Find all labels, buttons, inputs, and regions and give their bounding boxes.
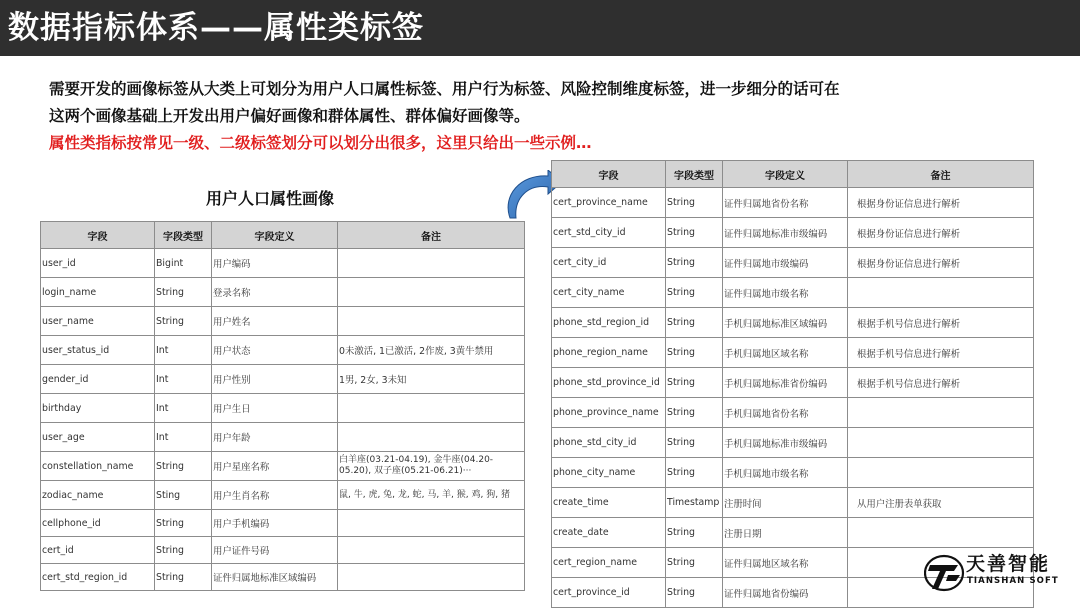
cell-type: String: [155, 510, 212, 537]
company-logo: [924, 553, 1066, 595]
cell-definition: 注册日期: [723, 518, 848, 548]
cell-field: phone_std_province_id: [552, 368, 666, 398]
cell-definition: 手机归属地省份名称: [723, 398, 848, 428]
cell-definition: 用户星座名称: [212, 452, 338, 481]
title-bar: [0, 0, 1080, 56]
table-row: [41, 307, 525, 336]
table-row: [552, 338, 1034, 368]
intro-text: [49, 76, 1049, 157]
cell-field: user_name: [41, 307, 155, 336]
table-header-row: [552, 161, 1034, 188]
cell-field: create_date: [552, 518, 666, 548]
table-row: [552, 218, 1034, 248]
cell-field: phone_std_city_id: [552, 428, 666, 458]
cell-type: String: [666, 278, 723, 308]
cell-type: String: [666, 248, 723, 278]
cell-field: phone_std_region_id: [552, 308, 666, 338]
table-row: [41, 365, 525, 394]
logo-name-en: TIANSHAN SOFT: [967, 576, 1059, 586]
cell-definition: 手机归属地市级名称: [723, 458, 848, 488]
cell-note: 1男, 2女, 3未知: [338, 365, 525, 394]
cell-definition: 证件归属地标准区域编码: [212, 564, 338, 591]
cell-note: 根据手机号信息进行解析: [848, 338, 1034, 368]
cell-field: login_name: [41, 278, 155, 307]
cell-type: String: [155, 537, 212, 564]
header-field: 字段: [41, 222, 155, 249]
cell-field: user_id: [41, 249, 155, 278]
cell-note: 根据手机号信息进行解析: [848, 308, 1034, 338]
cell-field: phone_region_name: [552, 338, 666, 368]
cell-type: String: [666, 188, 723, 218]
cell-definition: 用户年龄: [212, 423, 338, 452]
table-row: [41, 481, 525, 510]
left-table-title: 用户人口属性画像: [206, 189, 335, 208]
right-table: [551, 160, 1034, 608]
cell-type: Int: [155, 336, 212, 365]
cell-note: [338, 537, 525, 564]
cell-note: 根据手机号信息进行解析: [848, 368, 1034, 398]
cell-note: [338, 564, 525, 591]
cell-note: [338, 307, 525, 336]
tianshan-logo-icon: [924, 553, 966, 593]
cell-field: phone_province_name: [552, 398, 666, 428]
table-row: [41, 537, 525, 564]
table-row: [552, 188, 1034, 218]
cell-type: String: [666, 578, 723, 608]
cell-field: cert_city_id: [552, 248, 666, 278]
cell-type: String: [155, 452, 212, 481]
cell-note: [848, 428, 1034, 458]
header-note: 备注: [338, 222, 525, 249]
cell-definition: 证件归属地市级名称: [723, 278, 848, 308]
cell-type: String: [155, 307, 212, 336]
cell-definition: 用户证件号码: [212, 537, 338, 564]
cell-field: cert_id: [41, 537, 155, 564]
table-row: [41, 394, 525, 423]
logo-name-cn: 天善智能: [966, 553, 1051, 575]
table-row: [552, 518, 1034, 548]
page-title: 数据指标体系——属性类标签: [8, 10, 424, 46]
header-field: 字段: [552, 161, 666, 188]
table-row: [41, 249, 525, 278]
cell-note: 根据身份证信息进行解析: [848, 248, 1034, 278]
left-table: [40, 221, 525, 591]
cell-field: cert_region_name: [552, 548, 666, 578]
cell-type: String: [666, 398, 723, 428]
cell-note: [848, 278, 1034, 308]
cell-field: cellphone_id: [41, 510, 155, 537]
cell-note: [848, 458, 1034, 488]
table-row: [41, 564, 525, 591]
cell-definition: 证件归属地省份名称: [723, 188, 848, 218]
cell-definition: 手机归属地标准区域编码: [723, 308, 848, 338]
cell-note: [338, 510, 525, 537]
cell-field: cert_city_name: [552, 278, 666, 308]
cell-note: [338, 423, 525, 452]
cell-definition: 用户编码: [212, 249, 338, 278]
table-row: [552, 278, 1034, 308]
cell-type: String: [155, 564, 212, 591]
header-type: 字段类型: [666, 161, 723, 188]
cell-type: String: [155, 278, 212, 307]
table-row: [41, 423, 525, 452]
cell-note: [848, 398, 1034, 428]
cell-field: cert_province_id: [552, 578, 666, 608]
cell-definition: 证件归属地市级编码: [723, 248, 848, 278]
cell-type: String: [666, 518, 723, 548]
header-note: 备注: [848, 161, 1034, 188]
table-row: [41, 336, 525, 365]
cell-definition: 用户状态: [212, 336, 338, 365]
cell-field: cert_province_name: [552, 188, 666, 218]
table-row: [41, 510, 525, 537]
intro-line-2: 这两个画像基础上开发出用户偏好画像和群体属性、群体偏好画像等。: [49, 107, 530, 125]
table-row: [552, 458, 1034, 488]
table-row: [552, 368, 1034, 398]
cell-field: user_status_id: [41, 336, 155, 365]
cell-note: [338, 278, 525, 307]
intro-highlight: 属性类指标按常见一级、二级标签划分可以划分出很多，这里只给出一些示例…: [49, 134, 592, 152]
cell-definition: 手机归属地标准市级编码: [723, 428, 848, 458]
cell-type: String: [666, 368, 723, 398]
cell-field: gender_id: [41, 365, 155, 394]
cell-note: [338, 249, 525, 278]
cell-type: String: [666, 308, 723, 338]
header-definition: 字段定义: [723, 161, 848, 188]
cell-definition: 用户生日: [212, 394, 338, 423]
cell-type: Int: [155, 423, 212, 452]
cell-note: 白羊座(03.21-04.19), 金牛座(04.20-05.20), 双子座(05.21-06.21)···: [338, 452, 525, 481]
cell-type: Int: [155, 365, 212, 394]
cell-note: 根据身份证信息进行解析: [848, 188, 1034, 218]
cell-type: String: [666, 338, 723, 368]
cell-definition: 用户生肖名称: [212, 481, 338, 510]
table-row: [41, 452, 525, 481]
cell-type: String: [666, 458, 723, 488]
table-header-row: [41, 222, 525, 249]
cell-definition: 用户手机编码: [212, 510, 338, 537]
cell-type: Sting: [155, 481, 212, 510]
cell-note: 鼠, 牛, 虎, 兔, 龙, 蛇, 马, 羊, 猴, 鸡, 狗, 猪: [338, 481, 525, 510]
table-row: [552, 308, 1034, 338]
cell-type: String: [666, 548, 723, 578]
cell-field: zodiac_name: [41, 481, 155, 510]
header-definition: 字段定义: [212, 222, 338, 249]
cell-type: String: [666, 218, 723, 248]
cell-type: Bigint: [155, 249, 212, 278]
cell-definition: 手机归属地标准省份编码: [723, 368, 848, 398]
cell-definition: 手机归属地区域名称: [723, 338, 848, 368]
cell-field: constellation_name: [41, 452, 155, 481]
cell-type: String: [666, 428, 723, 458]
intro-line-1: 需要开发的画像标签从大类上可划分为用户人口属性标签、用户行为标签、风险控制维度标签，进一步细分的话可在: [49, 80, 840, 98]
cell-definition: 证件归属地标准市级编码: [723, 218, 848, 248]
header-type: 字段类型: [155, 222, 212, 249]
table-row: [552, 488, 1034, 518]
cell-definition: 用户姓名: [212, 307, 338, 336]
cell-definition: 证件归属地省份编码: [723, 578, 848, 608]
table-row: [41, 278, 525, 307]
cell-field: cert_std_region_id: [41, 564, 155, 591]
cell-field: cert_std_city_id: [552, 218, 666, 248]
cell-definition: 注册时间: [723, 488, 848, 518]
cell-field: user_age: [41, 423, 155, 452]
cell-field: create_time: [552, 488, 666, 518]
cell-type: Int: [155, 394, 212, 423]
cell-note: 根据身份证信息进行解析: [848, 218, 1034, 248]
cell-definition: 登录名称: [212, 278, 338, 307]
cell-note: 从用户注册表单获取: [848, 488, 1034, 518]
cell-note: [848, 518, 1034, 548]
cell-type: Timestamp: [666, 488, 723, 518]
cell-field: phone_city_name: [552, 458, 666, 488]
cell-definition: 证件归属地区域名称: [723, 548, 848, 578]
table-row: [552, 248, 1034, 278]
table-row: [552, 428, 1034, 458]
cell-field: birthday: [41, 394, 155, 423]
cell-definition: 用户性别: [212, 365, 338, 394]
cell-note: [338, 394, 525, 423]
cell-note: 0未激活, 1已激活, 2作废, 3黄牛禁用: [338, 336, 525, 365]
table-row: [552, 398, 1034, 428]
